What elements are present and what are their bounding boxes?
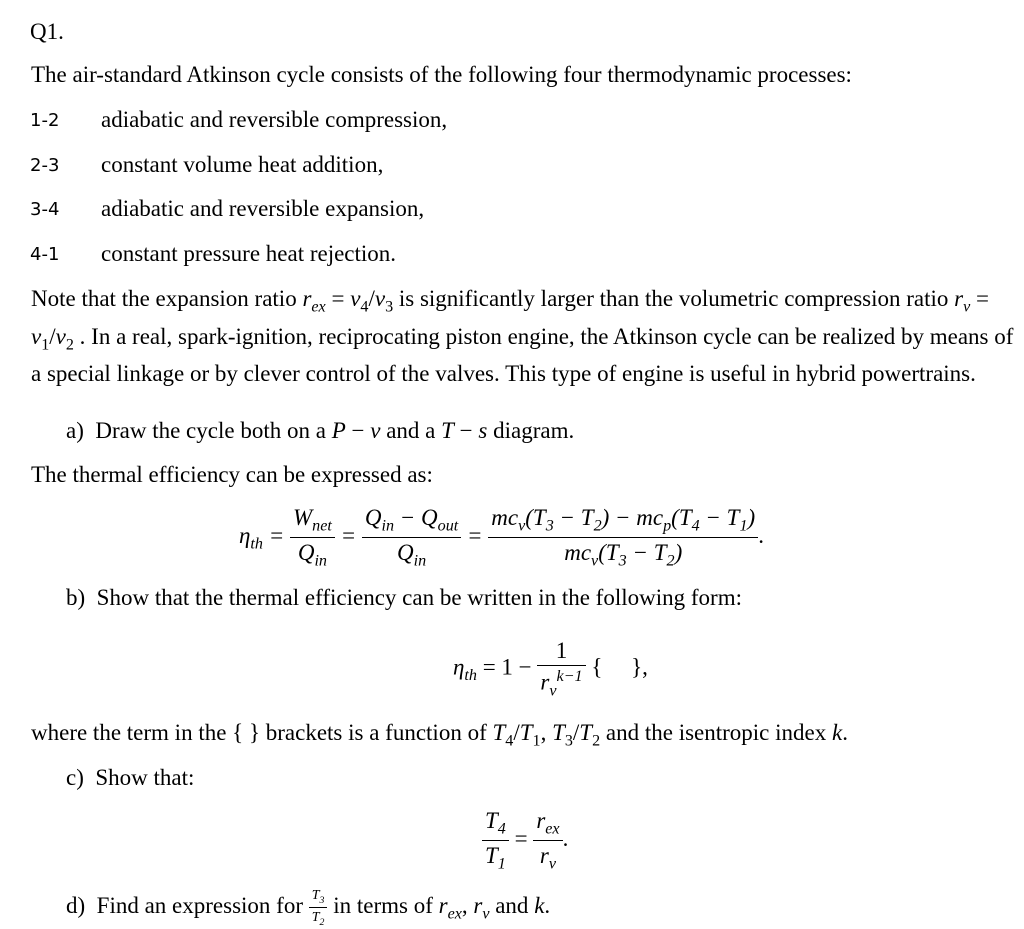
process-number: 1-2	[30, 110, 60, 131]
part-label: a)	[66, 418, 84, 443]
part-c: c) Show that:	[66, 765, 195, 790]
intro-text: The air-standard Atkinson cycle consists of the following four thermodynamic processes:	[31, 62, 852, 87]
part-b: b) Show that the thermal efficiency can be written in the following form:	[66, 585, 742, 610]
efficiency-intro: The thermal efficiency can be expressed as:	[31, 462, 433, 487]
process-number: 2-3	[30, 155, 60, 176]
where-text: where the term in the { } brackets is a function of $T_4/T_1$, $T_3/T_2$ and the isentropic index k.	[31, 720, 848, 750]
part-a: a) Draw the cycle both on a P − v and a T − s diagram.	[66, 418, 575, 443]
efficiency-form-equation: $\eta_{th} = 1$ − $\frac{1}{r_v^{k-1}}$ { },	[453, 638, 648, 700]
part-label: b)	[66, 585, 86, 610]
process-number: 3-4	[30, 199, 60, 220]
part-label: c)	[66, 765, 84, 790]
process-description: adiabatic and reversible compression,	[101, 107, 448, 132]
process-description: adiabatic and reversible expansion,	[101, 196, 425, 221]
temperature-ratio-equation: $\frac{T_4}{T_1}$ = $\frac{r_{ex}}{r_v}$ .	[482, 808, 568, 873]
question-label: Q1.	[30, 19, 64, 44]
process-description: constant volume heat addition,	[101, 152, 384, 177]
process-description: constant pressure heat rejection.	[101, 241, 397, 266]
efficiency-equation: $\eta_{th}$ = $\frac{W_{net}}{Q_{in}}$ = $\frac{Q_{in} - Q_{out}}{Q_{in}}$ = $\frac{mc_v(T_3 - T_2) - mc_p(T_4 - T_1)}{mc_v(T_3 - T_2)}$ .	[239, 505, 764, 570]
part-label: d)	[66, 893, 86, 919]
note-paragraph: Note that the expansion ratio $r_{ex} = v_4/v_3$ is significantly larger than the volumetric compression ratio $r_v = v_1/v_2$ . In a real, spark-ignition, reciprocating piston engine, the Atkinson cycle can be realized by means of a special linkage or by clever control of the valves. This type of engine is useful in hybrid powertrains.	[31, 286, 1014, 387]
part-d: d) Find an expression for $\frac{T_3}{T_2}$ in terms of $r_{ex}$, $r_v$ and k.	[66, 888, 551, 928]
process-number: 4-1	[30, 244, 60, 265]
